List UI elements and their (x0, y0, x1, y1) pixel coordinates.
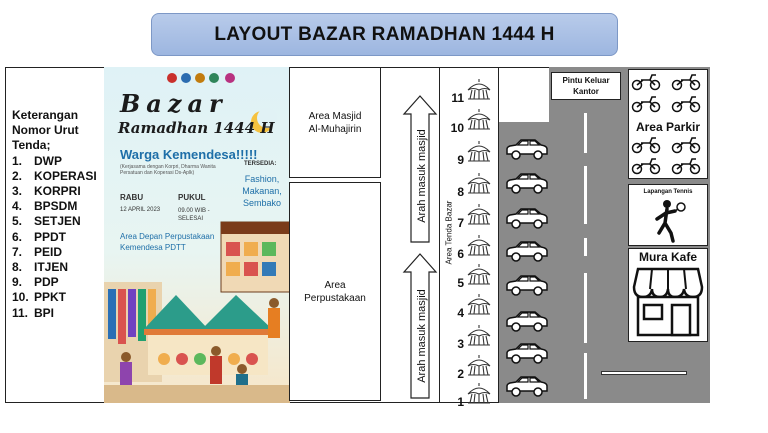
tent-area-left-border (439, 67, 440, 403)
tent (450, 293, 492, 320)
legend-item (12, 230, 97, 245)
legend-item-number: 8. (12, 260, 23, 275)
legend-item-label: PEID (34, 244, 63, 259)
legend (12, 108, 97, 321)
poster-location: Area Depan Perpustakaan Kemendesa PDTT (120, 232, 215, 252)
area-masjid (289, 67, 381, 178)
lane-dash (584, 113, 587, 153)
bazar-poster (104, 67, 290, 403)
tent-number: 7 (457, 216, 464, 230)
tent (450, 354, 492, 381)
legend-item-label: KORPRI (34, 184, 81, 199)
lane-dash (584, 238, 587, 256)
legend-item-label: ITJEN (34, 260, 69, 275)
legend-heading-2: Nomor Urut (12, 123, 79, 138)
area-masjid-line2: Al-Muhajirin (308, 123, 362, 135)
poster-available-label: TERSEDIA: (244, 161, 277, 167)
legend-item-number: 2. (12, 168, 23, 183)
arrow-upper-label: Arah masuk masjid (416, 129, 428, 223)
legend-item-number: 11. (12, 305, 29, 320)
area-masjid-line1: Area Masjid (308, 110, 362, 122)
legend-item-label: PPKT (34, 290, 67, 305)
tent (450, 78, 492, 105)
lane-dash (584, 273, 587, 343)
tent-icon (466, 172, 492, 199)
tent-icon (466, 382, 492, 409)
tent (450, 108, 492, 135)
parking-label: Area Parkir (635, 120, 701, 134)
area-perpustakaan (289, 182, 381, 401)
poster-available-items: Fashion, Makanan, Sembako (242, 174, 282, 208)
tent-icon (466, 354, 492, 381)
car-icon (504, 207, 550, 234)
legend-item-number: 9. (12, 275, 23, 290)
poster-title-line2: Ramadhan 1444 H (118, 119, 275, 137)
car-icon (504, 138, 550, 165)
tent-icon (466, 78, 492, 105)
tent-number: 3 (457, 337, 464, 351)
legend-item-label: PPDT (34, 229, 67, 244)
car-icon (504, 274, 550, 301)
tent-number: 9 (457, 153, 464, 167)
poster-day: RABU (120, 193, 144, 202)
legend-item-number: 6. (12, 229, 23, 244)
parking-area (628, 69, 708, 179)
poster-time-value: 09.00 WIB - SELESAI (178, 208, 210, 222)
exit-gate-line2: Kantor (573, 87, 599, 96)
tent-number: 1 (457, 395, 464, 409)
tent (450, 140, 492, 167)
tent-icon (466, 203, 492, 230)
tent (450, 263, 492, 290)
legend-item (12, 306, 97, 321)
page-title: LAYOUT BAZAR RAMADHAN 1444 H (151, 13, 618, 56)
tent-number: 6 (457, 247, 464, 261)
motorcycle-icon (631, 157, 661, 180)
cafe-label: Mura Kafe (638, 250, 697, 264)
legend-item (12, 275, 97, 290)
poster-subtitle: Warga Kemendesa!!!!! (120, 147, 258, 162)
tent (450, 203, 492, 230)
lane-dash (584, 353, 587, 399)
legend-item-number: 5. (12, 214, 23, 229)
motorcycle-icon (671, 95, 701, 118)
poster-title-line1: Bazar (120, 89, 228, 118)
arrow-lower-label: Arah masuk masjid (416, 289, 428, 383)
motorcycle-icon (671, 136, 701, 159)
legend-item-label: PDP (34, 275, 59, 290)
legend-item-number: 1. (12, 153, 23, 168)
poster-date: 12 APRIL 2023 (120, 207, 161, 213)
tent-icon (466, 108, 492, 135)
tent-icon (466, 293, 492, 320)
tent-number: 11 (451, 91, 464, 105)
legend-item-label: BPI (34, 305, 55, 320)
legend-item-label: KOPERASI (34, 168, 97, 183)
exit-gate-line1: Pintu Keluar (562, 76, 610, 85)
tent-number: 4 (457, 306, 464, 320)
legend-item-number: 4. (12, 199, 23, 214)
road-marking (601, 371, 687, 375)
motorcycle-icon (631, 136, 661, 159)
tent (450, 324, 492, 351)
legend-item-label: BPSDM (34, 199, 78, 214)
tent-number: 5 (457, 276, 464, 290)
legend-item (12, 245, 97, 260)
legend-item-label: DWP (34, 153, 62, 168)
legend-heading-1: Keterangan (12, 108, 79, 122)
cafe-area (628, 248, 708, 342)
tent-number: 8 (457, 185, 464, 199)
tent-icon (466, 234, 492, 261)
legend-item (12, 260, 97, 275)
motorcycle-icon (671, 157, 701, 180)
legend-item (12, 169, 97, 184)
area-perpustakaan-line2: Perpustakaan (304, 292, 366, 304)
legend-item (12, 290, 97, 305)
tent-icon (466, 263, 492, 290)
car-icon (504, 375, 550, 402)
exit-gate-sign (551, 72, 621, 100)
motorcycle-icon (631, 73, 661, 96)
legend-item-number: 10. (12, 290, 29, 305)
area-perpustakaan-line1: Area (324, 279, 346, 291)
legend-item (12, 154, 97, 169)
tennis-label: Lapangan Tennis (643, 189, 693, 195)
motorcycle-icon (631, 95, 661, 118)
car-icon (504, 310, 550, 337)
tennis-court (628, 184, 708, 246)
legend-item-number: 3. (12, 184, 23, 199)
legend-item (12, 214, 97, 229)
poster-partners: (Kerjasama dengan Korpri, Dharma Wanita Persatuan dan Koperasi Ds-Aplk) (120, 164, 216, 176)
legend-item (12, 199, 97, 214)
legend-list (12, 154, 97, 321)
tent-icon (466, 324, 492, 351)
legend-item (12, 184, 97, 199)
car-icon (504, 172, 550, 199)
motorcycle-icon (671, 73, 701, 96)
tent (450, 172, 492, 199)
car-icon (504, 342, 550, 369)
tent (450, 382, 492, 409)
tent-icon (466, 140, 492, 167)
poster-time-label: PUKUL (178, 193, 206, 202)
tent-number: 10 (450, 121, 464, 135)
tent-number: 2 (457, 367, 464, 381)
legend-item-number: 7. (12, 244, 23, 259)
legend-item-label: SETJEN (34, 214, 81, 229)
car-icon (504, 240, 550, 267)
cafe-shop-icon (632, 267, 704, 337)
tennis-player-icon (651, 199, 687, 243)
lane-dash (584, 166, 587, 224)
tent-area-label: Area Tenda Bazar (444, 200, 454, 265)
legend-heading-3: Tenda; (12, 138, 51, 153)
tent (450, 234, 492, 261)
